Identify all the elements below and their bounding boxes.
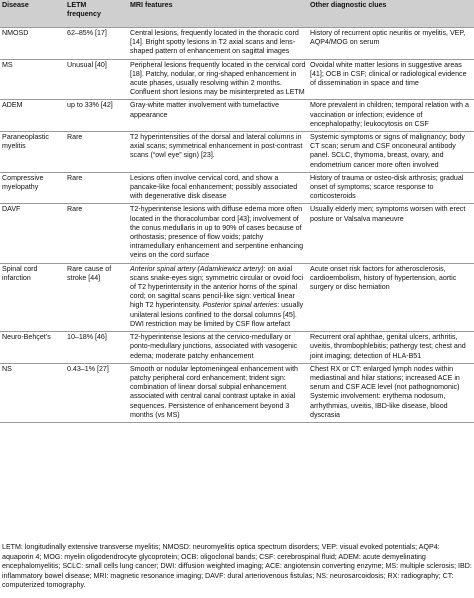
- cell-diagnostic-clues: Recurrent oral aphthae, genital ulcers, arthritis, uveitis, thrombophlebitis; pathergy test; chest and joint imaging; detection of HLA-B51: [308, 332, 474, 364]
- table-row: [0, 100, 474, 132]
- cell-frequency: Unusual [40]: [65, 59, 128, 100]
- header-mri-features: MRI features: [128, 0, 308, 28]
- cell-disease: DAVF: [0, 204, 65, 263]
- table-row: [0, 132, 474, 173]
- cell-frequency: 0.43–1% [27]: [65, 363, 128, 422]
- cell-mri-features: Lesions often involve cervical cord, and show a pancake-like focal enhancement; possibly associated with degenerative disk disease: [128, 172, 308, 204]
- cell-disease: Compressive myelopathy: [0, 172, 65, 204]
- table-row: [0, 59, 474, 100]
- cell-disease: ADEM: [0, 100, 65, 132]
- cell-diagnostic-clues: Usually elderly men; symptoms worsen with erect posture or Valsalva maneuvre: [308, 204, 474, 263]
- table-row: [0, 263, 474, 331]
- table-footnote: LETM: longitudinally extensive transverse myelitis; NMOSD: neuromyelitis optica spectrum disorders; VEP: visual evoked potentials; AQP4: aquaporin 4; MOG: myelin oligodendrocyte glycoprotein; OCB: oligoclonal bands; CSF: cerebrospinal fluid; ADEM: acute demyelinating encephalomyelitis; SCLC: small cells lung cancer; DWI: diffusion weighted imaging; ACE: angiotensin converting enzyme; MS: multiple sclerosis; IBD: inflammatory bowel disease; MRI: magnetic resonance imaging; DAVF: dural arteriovenous fistulas; NS: neurosarcoidosis; RX: radiography; CT: computerized tomography.: [2, 543, 472, 590]
- table-row: [0, 204, 474, 263]
- cell-diagnostic-clues: Systemic symptoms or signs of malignancy; body CT scan; serum and CSF onconeural antibody panel. SCLC, thymoma, breast, ovary, and endometrium cancer more often involved: [308, 132, 474, 173]
- cell-mri-features: Anterior spinal artery (Adamkiewicz artery): on axial scans snake-eyes sign; symmetric circular or ovoid foci of T2 hyperintensity in the anterior horns of the spinal cord; on sagittal scans pencil-like sign: vertical linear high T2 hyperintensity. Posterior spinal arteries: usually unilateral lesions confined to the dorsal columns [45]. DWI restriction may be limited by CSF flow artefact: [128, 263, 308, 331]
- header-letm-frequency: LETM frequency: [65, 0, 128, 28]
- cell-mri-features: T2 hyperintensities of the dorsal and lateral columns in axial scans; symmetrical enhancement in post-contrast scans (“owl eye” sign) [23].: [128, 132, 308, 173]
- cell-diagnostic-clues: More prevalent in children; temporal relation with a vaccination or infection; evidence of encephalopathy; leukocytosis on CSF: [308, 100, 474, 132]
- cell-mri-features: T2-hyperintense lesions with diffuse edema more often located in the thoracolumbar cord [43]; involvement of the conus medullaris in up to 90% of cases because of orthostasis; presence of flow voids; patchy intramedullary enhancement and serpentine enhancing veins on the cord surface: [128, 204, 308, 263]
- cell-disease: Neuro-Behçet’s: [0, 332, 65, 364]
- table-row: [0, 363, 474, 422]
- cell-frequency: Rare: [65, 204, 128, 263]
- cell-disease: Paraneoplastic myelitis: [0, 132, 65, 173]
- cell-mri-features: Gray-white matter involvement with tumefactive appearance: [128, 100, 308, 132]
- cell-diagnostic-clues: Chest RX or CT: enlarged lymph nodes within mediastinal and hilar stations; increased ACE in serum and CSF ACE level (not pathognomonic) Systemic involvement: erythema nodosum, arrhythmias, uveitis, IBD-like disease, blood dyscrasia: [308, 363, 474, 422]
- cell-frequency: Rare cause of stroke [44]: [65, 263, 128, 331]
- cell-mri-features: Central lesions, frequently located in the thoracic cord [14]. Bright spotty lesions in T2 axial scans and lens-shaped pattern of enhancement on sagittal images: [128, 28, 308, 60]
- cell-frequency: 62–85% [17]: [65, 28, 128, 60]
- cell-frequency: 10–18% [46]: [65, 332, 128, 364]
- cell-disease: NMOSD: [0, 28, 65, 60]
- cell-diagnostic-clues: Acute onset risk factors for atherosclerosis, cardioembolism, history of hypertension, aortic surgery or disc herniation: [308, 263, 474, 331]
- cell-disease: NS: [0, 363, 65, 422]
- cell-diagnostic-clues: Ovoidal white matter lesions in suggestive areas [41]; OCB in CSF; clinical or radiological evidence of dissemination in space and time: [308, 59, 474, 100]
- cell-disease: Spinal cord infarction: [0, 263, 65, 331]
- header-other-diagnostic-clues: Other diagnostic clues: [308, 0, 474, 28]
- table-row: [0, 332, 474, 364]
- cell-frequency: Rare: [65, 132, 128, 173]
- header-row: [0, 0, 474, 28]
- table-header: [0, 0, 474, 28]
- table-body: [0, 28, 474, 423]
- table-row: [0, 28, 474, 60]
- table-row: [0, 172, 474, 204]
- cell-mri-features: Peripheral lesions frequently located in the cervical cord [18]. Patchy, nodular, or ring-shaped enhancement in acute phases, usually resolving within 2 months. Confluent short lesions may be misinterpreted as LETM: [128, 59, 308, 100]
- cell-diagnostic-clues: History of trauma or osteo-disk arthrosis; gradual onset of symptoms; scarce response to corticosteroids: [308, 172, 474, 204]
- cell-disease: MS: [0, 59, 65, 100]
- cell-frequency: Rare: [65, 172, 128, 204]
- header-disease: Disease: [0, 0, 65, 28]
- cell-mri-features: Smooth or nodular leptomeningeal enhancement with patchy peripheral cord enhancement; trident sign: combination of linear dorsal subpial enhancement associated with central canal contrast uptake in axial sequences. Persistence of enhancement beyond 3 months (vs MS): [128, 363, 308, 422]
- cell-mri-features: T2-hyperintense lesions at the cervico-medullary or ponto-medullary junctions, associated with vasogenic edema; moderate patchy enhancement: [128, 332, 308, 364]
- cell-frequency: up to 33% [42]: [65, 100, 128, 132]
- cell-diagnostic-clues: History of recurrent optic neuritis or myelitis, VEP, AQP4/MOG on serum: [308, 28, 474, 60]
